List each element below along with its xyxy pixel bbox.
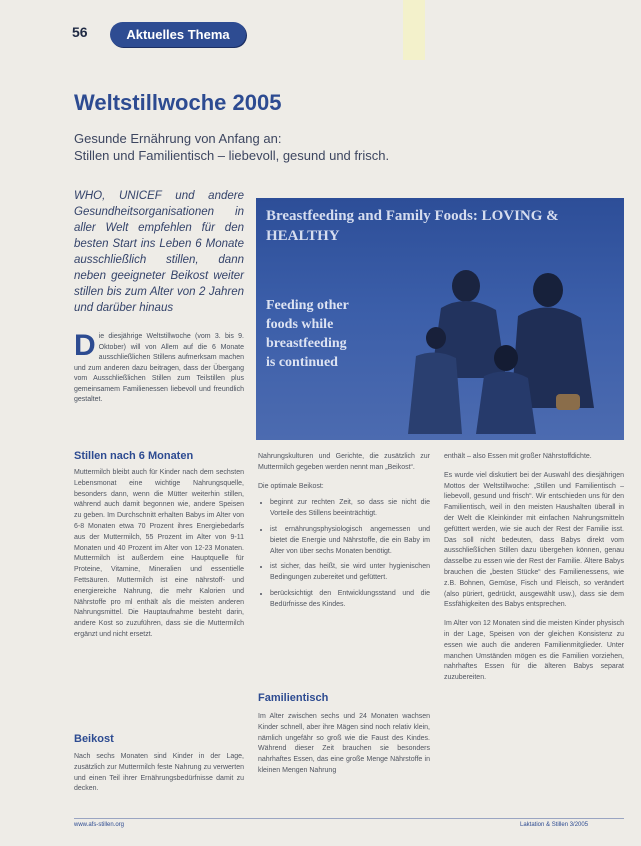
footer-right: Laktation & Stillen 3/2005 bbox=[520, 822, 589, 828]
subtitle-line-2: Stillen und Familientisch – liebevoll, gesund und frisch. bbox=[74, 148, 390, 163]
photo-caption-line-3: breastfeeding bbox=[266, 336, 347, 351]
col2-body-2: Im Alter zwischen sechs und 24 Monaten wachsen Kinder schnell, aber ihre Mägen sind noch relativ klein, nämlich ungefähr so groß wie die Faust des Kindes. Während dieser Zeit brauchen sie besonders nahrhaftes Essen, das eine große Menge Nährstoffe in kleinen Mengen Nahrung bbox=[258, 713, 430, 774]
intro-paragraph: WHO, UNICEF und andere Gesundheitsorganisationen in aller Welt empfehlen für den besten Start ins Leben 6 Monate ausschließlich stillen, dann neben geeigneter Beikost weiter stillen bis zum Alter von 2 Jahren und darüber hinaus bbox=[74, 190, 244, 314]
col1-body-2: Nach sechs Monaten sind Kinder in der Lage, zusätzlich zur Muttermilch feste Nahrung zu verwerten und einen Teil ihrer Ernährungsbedürfnisse damit zu decken. bbox=[74, 753, 244, 793]
lead-paragraph bbox=[74, 329, 244, 406]
article-subtitle bbox=[74, 130, 389, 164]
list-item: • ist sicher, das heißt, sie wird unter hygienischen Bedingungen zubereitet und gefüttert. bbox=[270, 562, 430, 584]
drop-cap: D bbox=[74, 329, 96, 362]
article-photo bbox=[256, 198, 624, 440]
list-intro: Die optimale Beikost: bbox=[258, 482, 324, 490]
col3-para-2: Es wurde viel diskutiert bei der Auswahl des diesjährigen Mottos der Weltstillwoche: „Stillen und Familientisch – liebevoll, gesund und frisch“. Wir entschieden uns für den Familientisch, weil in den meisten Haushalten überall in der Welt die Kleinkinder mit einfachen Nahrungsmitteln gefüttert werden, wie sie auch der Rest der Familie isst. Das soll nicht bedeuten, dass Babys direkt vom ausschließlichen Stillen dazu übergehen können, genau dasselbe zu essen wie der Rest der Familie. Ältere Babys brauchen die „besten Stücke“ des Familienessens, wie z.B. Bohnen, Gemüse, Fisch und Fleisch, so verändert (also püriert, gedrückt, ausgewählt usw.), dass sie dem Essfähigkeiten des Babys entsprechen. bbox=[444, 471, 624, 609]
bullet-list bbox=[258, 498, 430, 610]
col2-body bbox=[258, 452, 430, 616]
col2-intro: Nahrungskulturen und Gerichte, die zusätzlich zur Muttermilch gegeben werden nennt man „Beikost“. bbox=[258, 453, 430, 471]
lead-text: ie diesjährige Weltstillwoche (vom 3. bis 9. Oktober) will von Allem auf die 6 Monate ausschließlichen Stillens aufmerksam machen und zum anderen dazu beitragen, dass der Übergang vom Ausschließlichen Stillen zum Teilstillen plus gemeinsamem Familienessen liebevoll und freundlich gestaltet. bbox=[74, 333, 244, 403]
photo-caption-line-2: foods while bbox=[266, 317, 334, 332]
col3-para-3: Im Alter von 12 Monaten sind die meisten Kinder physisch in der Lage, Speisen von der gleichen Konsistenz zu essen wie auch die anderen Familienmitglieder. Unter manchen Umständen mögen es die Familien vorziehen, nahrhaftes Essen für die älteren Babys separat zuzubereiten. bbox=[444, 620, 624, 682]
heading-stillen-nach-6-monaten: Stillen nach 6 Monaten bbox=[74, 450, 194, 462]
footer-rule bbox=[74, 818, 624, 819]
col3-para-1: enthält – also Essen mit großer Nährstoffdichte. bbox=[444, 453, 592, 460]
list-item: • berücksichtigt den Entwicklungsstand und die Bedürfnisse des Kindes. bbox=[270, 589, 430, 611]
photo-caption-line-4: is continued bbox=[266, 355, 338, 370]
heading-beikost: Beikost bbox=[74, 733, 114, 745]
photo-banner-title: Breastfeeding and Family Foods: LOVING & HEALTHY bbox=[266, 208, 559, 244]
col1-body: Muttermilch bleibt auch für Kinder nach dem sechsten Lebensmonat eine wichtige Nahrungsquelle, besonders dann, wenn die Mütter weiterhin stillen, während auch damit begonnen wie, andere Speisen zu geben. Im Durchschnitt erhalten Babys im Alter von 6-8 Monaten etwa 70 Prozent ihres Energiebedarfs aus der Muttermilch, 55 Prozent im Alter von 9-11 Monaten und 40 Prozent im Alter von 12-23 Monaten. Muttermilch ist außerdem eine Hauptquelle für Proteine, Vitamine, Mineralien und essentielle Fettsäuren. Muttermilch ist eine nährstoff- und energiereiche Nahrung, die mehr Kalorien und Nährstoffe pro ml enthält als die meisten anderen Nahrungsmittel. Die Hauptaufnahme besteht darin, andere Kost so zuzuführen, dass sie die Muttermilch ergänzt und nicht ersetzt. bbox=[74, 469, 244, 638]
sticky-note bbox=[403, 0, 425, 60]
section-badge: Aktuelles Thema bbox=[110, 22, 246, 47]
photo-caption-line-1: Feeding other bbox=[266, 298, 349, 313]
page-number: 56 bbox=[72, 24, 88, 40]
footer-left: www.afs-stillen.org bbox=[74, 822, 125, 828]
subtitle-line-1: Gesunde Ernährung von Anfang an: bbox=[74, 131, 282, 146]
article-title: Weltstillwoche 2005 bbox=[74, 90, 282, 115]
col3-body bbox=[444, 452, 624, 684]
list-item: • beginnt zur rechten Zeit, so dass sie nicht die Vorteile des Stillens beeinträchtigt. bbox=[270, 498, 430, 520]
heading-familientisch: Familientisch bbox=[258, 692, 329, 704]
list-item: • ist ernährungsphysiologisch angemessen und bietet die Energie und Nährstoffe, die ein Baby im Alter von über sechs Monaten benötigt. bbox=[270, 525, 430, 557]
